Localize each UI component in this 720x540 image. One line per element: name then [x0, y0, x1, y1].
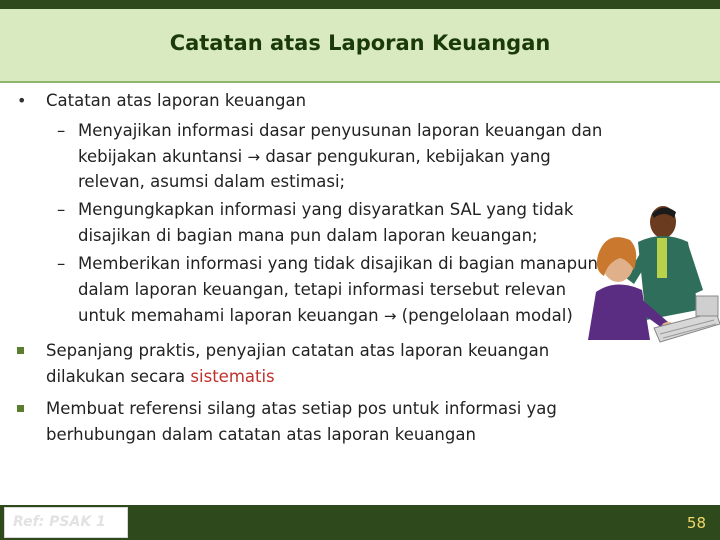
bullet-main-text: Catatan atas laporan keuangan — [46, 91, 307, 110]
bullet-2-line-1: Sepanjang praktis, penyajian catatan atas laporan keuangan — [46, 341, 550, 360]
sub-item-2-line-2: disajikan di bagian mana pun dalam laporan keuangan; — [78, 226, 538, 245]
emphasis-word: sistematis — [190, 367, 275, 386]
sub-item-3-line-3: untuk memahami laporan keuangan → (pengelolaan modal) — [78, 306, 573, 325]
reference-box — [4, 507, 128, 538]
reference-text: Ref: PSAK 1 — [13, 514, 106, 530]
bullet-3-line-1: Membuat referensi silang atas setiap pos untuk informasi yag — [46, 399, 557, 418]
dash-marker: – — [57, 200, 66, 219]
dash-marker: – — [57, 254, 66, 273]
bullet-2-line-2: dilakukan secara sistematis — [46, 367, 275, 386]
bullet-3-line-2: berhubungan dalam catatan atas laporan keuangan — [46, 425, 476, 444]
dash-marker: – — [57, 121, 66, 140]
square-bullet-icon — [17, 347, 24, 354]
right-arrow-icon: → — [383, 307, 397, 325]
page-number: 58 — [686, 514, 706, 532]
sub-item-1-line-2: kebijakan akuntansi → dasar pengukuran, kebijakan yang — [78, 147, 551, 166]
bullet-dot: • — [17, 91, 27, 110]
sub-item-3-line-2: dalam laporan keuangan, tetapi informasi tersebut relevan — [78, 280, 567, 299]
square-bullet-icon — [17, 405, 24, 412]
sub-item-2-line-1: Mengungkapkan informasi yang disyaratkan SAL yang tidak — [78, 200, 574, 219]
sub-item-3-line-1: Memberikan informasi yang tidak disajikan di bagian manapun — [78, 254, 598, 273]
sub-item-1-line-1: Menyajikan informasi dasar penyusunan laporan keuangan dan — [78, 121, 603, 140]
slide-title: Catatan atas Laporan Keuangan — [169, 31, 551, 55]
right-arrow-icon: → — [247, 148, 261, 166]
sub-item-1-line-3: relevan, asumsi dalam estimasi; — [78, 172, 346, 191]
